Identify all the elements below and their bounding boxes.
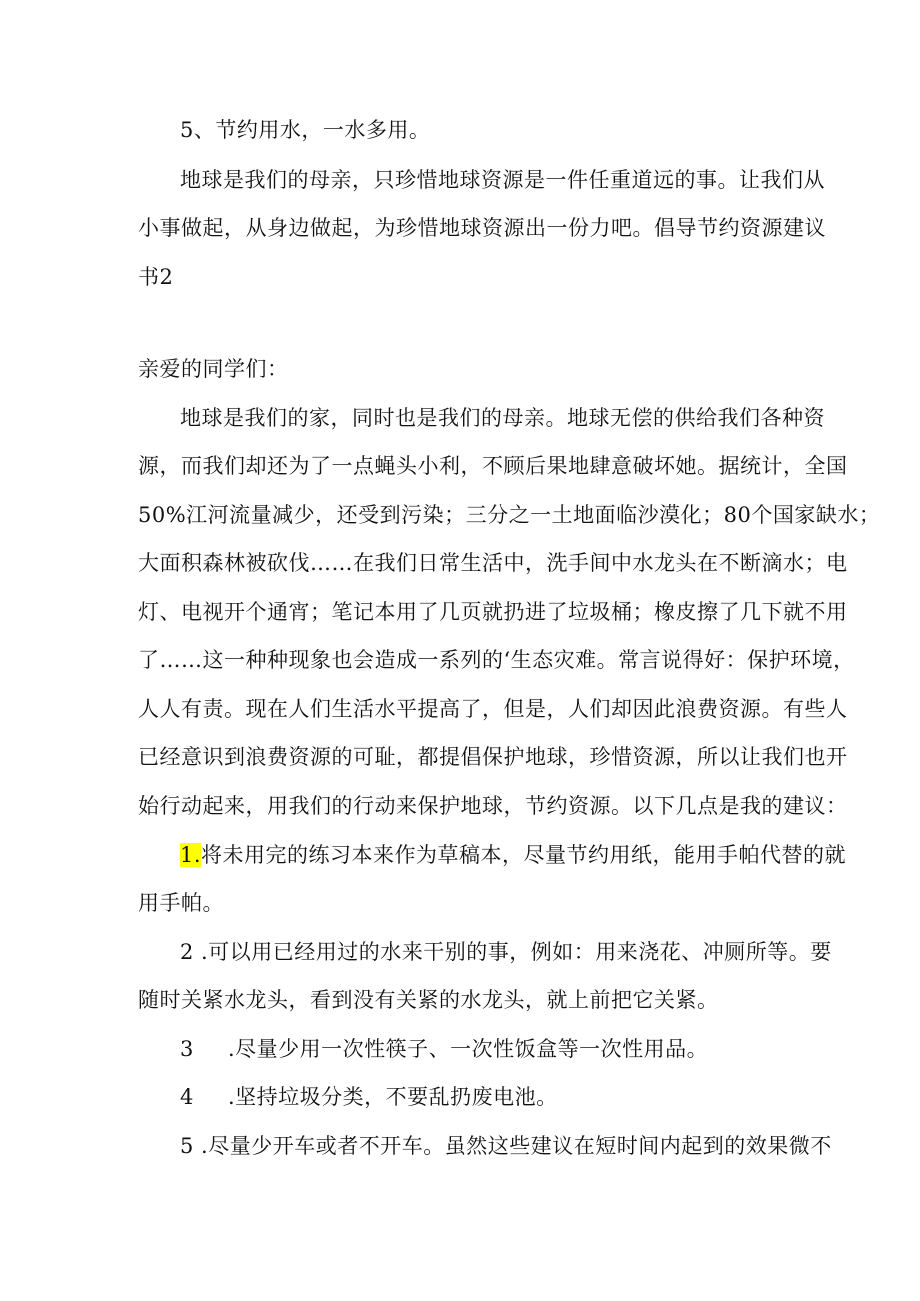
intro-paragraph-line-2: 源，而我们却还为了一点蝇头小利，不顾后果地肆意破坏她。据统计，全国 (138, 454, 848, 478)
intro-paragraph-line-6: 了……这一种种现象也会造成一系列的‘生态灾难。常言说得好：保护环境， (138, 648, 855, 672)
intro-paragraph-line-5: 灯、电视开个通宵；笔记本用了几页就扔进了垃圾桶；橡皮擦了几下就不用 (138, 600, 848, 624)
item5-heading: 5、节约用水，一水多用。 (180, 118, 431, 142)
suggestion-1-number: 1. (180, 843, 202, 867)
intro-paragraph-line-1: 地球是我们的家，同时也是我们的母亲。地球无偿的供给我们各种资 (180, 406, 825, 430)
suggestion-1-text: 将未用完的练习本来作为草稿本，尽量节约用纸，能用手帕代替的就 (201, 843, 847, 867)
intro-paragraph-line-9: 始行动起来，用我们的行动来保护地球，节约资源。以下几点是我的建议： (138, 794, 848, 818)
intro-paragraph-line-4: 大面积森林被砍伐……在我们日常生活中，洗手间中水龙头在不断滴水；电 (138, 551, 848, 575)
greeting: 亲爱的同学们： (138, 357, 289, 381)
closing-paragraph-line-2: 小事做起，从身边做起，为珍惜地球资源出一份力吧。倡导节约资源建议 (138, 216, 826, 240)
intro-paragraph-line-7: 人人有责。现在人们生活水平提高了，但是，人们却因此浪费资源。有些人 (138, 697, 848, 721)
suggestion-3-number: 3 (180, 1037, 194, 1061)
closing-paragraph-line-3: 书2 (138, 265, 174, 289)
suggestion-4-number: 4 (180, 1085, 194, 1109)
suggestion-2-line-1: 2 .可以用已经用过的水来干别的事，例如：用来浇花、冲厕所等。要 (180, 940, 832, 964)
intro-paragraph-line-8: 已经意识到浪费资源的可耻，都提倡保护地球，珍惜资源，所以让我们也开 (138, 745, 848, 769)
suggestion-3-text: .尽量少用一次性筷子、一次性饭盒等一次性用品。 (228, 1037, 709, 1061)
suggestion-4-text: .坚持垃圾分类，不要乱扔废电池。 (228, 1085, 558, 1109)
suggestion-2-line-2: 随时关紧水龙头，看到没有关紧的水龙头，就上前把它关紧。 (138, 988, 719, 1012)
suggestion-1-line-1 (180, 840, 846, 870)
intro-paragraph-line-3: 50%江河流量减少，还受到污染；三分之一土地面临沙漠化；80个国家缺水； (138, 503, 881, 527)
suggestion-5-line-1: 5 .尽量少开车或者不开车。虽然这些建议在短时间内起到的效果微不 (180, 1134, 832, 1158)
closing-paragraph-line-1: 地球是我们的母亲，只珍惜地球资源是一件任重道远的事。让我们从 (180, 168, 825, 192)
suggestion-1-line-2: 用手帕。 (138, 891, 224, 915)
